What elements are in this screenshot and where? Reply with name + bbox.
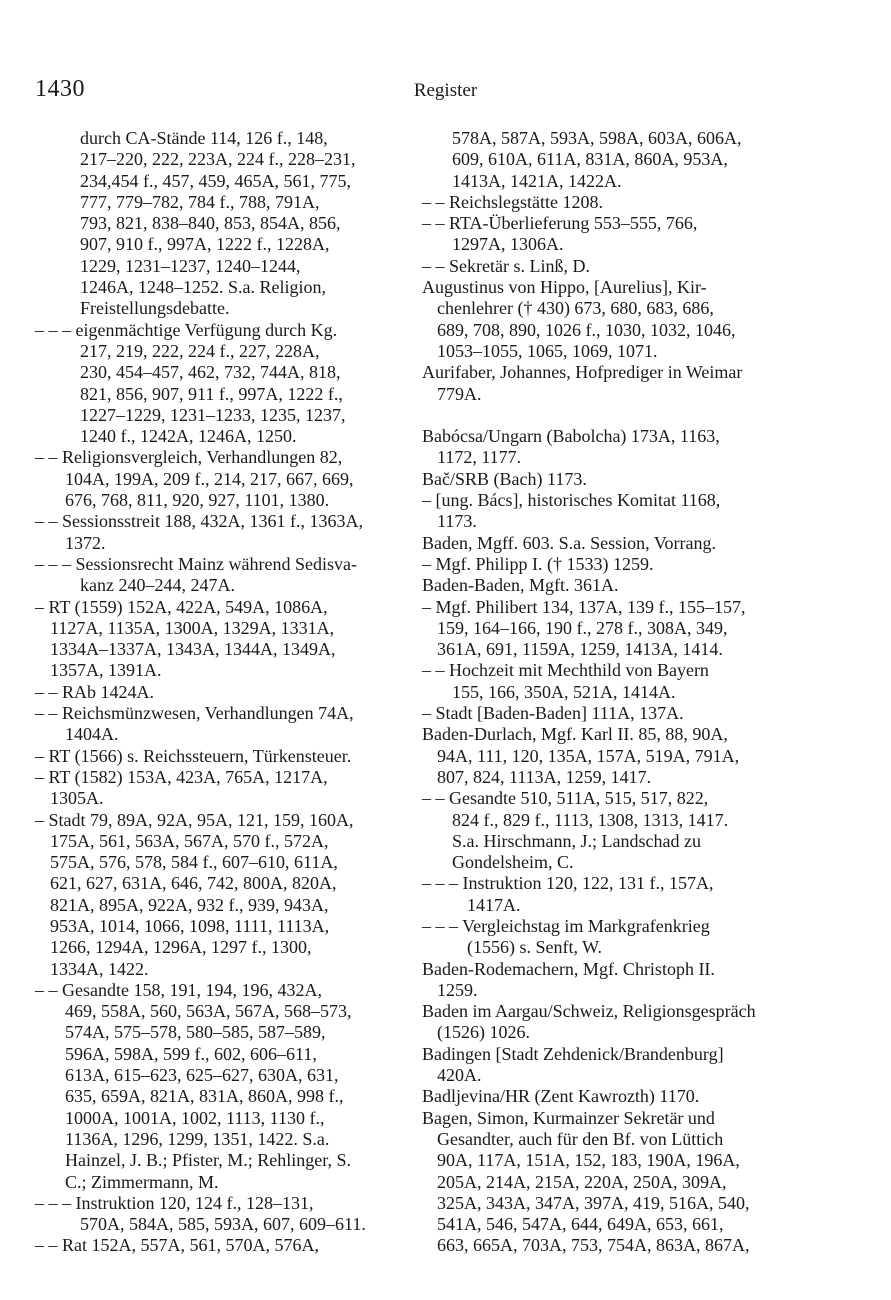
index-line: 205A, 214A, 215A, 220A, 250A, 309A, xyxy=(437,1171,727,1192)
index-line: kanz 240–244, 247A. xyxy=(80,575,235,596)
left-column xyxy=(35,128,405,1257)
running-title: Register xyxy=(413,80,478,101)
index-line: 1173. xyxy=(437,511,477,532)
index-line: 175A, 561, 563A, 567A, 570 f., 572A, xyxy=(50,830,329,851)
index-line: Gondelsheim, C. xyxy=(452,852,574,873)
index-line: – RT (1582) 153A, 423A, 765A, 1217A, xyxy=(35,766,328,787)
index-line: (1556) s. Senft, W. xyxy=(467,937,602,958)
index-line: 90A, 117A, 151A, 152, 183, 190A, 196A, xyxy=(437,1150,740,1171)
index-line: – Stadt 79, 89A, 92A, 95A, 121, 159, 160A, xyxy=(35,809,354,830)
index-line: – – Religionsvergleich, Verhandlungen 82, xyxy=(35,447,343,468)
index-line: (1526) 1026. xyxy=(437,1022,530,1043)
index-line: 1172, 1177. xyxy=(437,447,522,468)
index-line: – Stadt [Baden-Baden] 111A, 137A. xyxy=(422,703,684,724)
index-line: durch CA-Stände 114, 126 f., 148, xyxy=(80,128,328,148)
index-line: 325A, 343A, 347A, 397A, 419, 516A, 540, xyxy=(437,1192,750,1213)
index-line: 689, 708, 890, 1026 f., 1030, 1032, 1046, xyxy=(437,319,736,340)
index-line: Hainzel, J. B.; Pfister, M.; Rehlinger, S. xyxy=(65,1150,352,1171)
index-line: – – Sessionsstreit 188, 432A, 1361 f., 1363A, xyxy=(35,511,363,532)
index-line: – Mgf. Philipp I. († 1533) 1259. xyxy=(422,553,654,574)
index-line: – – – Instruktion 120, 124 f., 128–131, xyxy=(35,1192,314,1213)
page-number: 1430 xyxy=(35,76,85,102)
index-line: 570A, 584A, 585, 593A, 607, 609–611. xyxy=(80,1214,366,1235)
index-line: 777, 779–782, 784 f., 788, 791A, xyxy=(80,191,320,212)
index-line: 1000A, 1001A, 1002, 1113, 1130 f., xyxy=(65,1107,325,1128)
index-line: 1053–1055, 1065, 1069, 1071. xyxy=(437,340,658,361)
index-line: 1372. xyxy=(65,532,106,553)
index-line: – – Sekretär s. Linß, D. xyxy=(422,255,590,276)
index-line: – – Reichsmünzwesen, Verhandlungen 74A, xyxy=(35,703,354,724)
index-line: 1305A. xyxy=(50,788,104,809)
index-line: 1417A. xyxy=(467,894,521,915)
index-line: 1334A–1337A, 1343A, 1344A, 1349A, xyxy=(50,639,336,660)
index-line: – – Rat 152A, 557A, 561, 570A, 576A, xyxy=(35,1235,319,1256)
index-line: 217, 219, 222, 224 f., 227, 228A, xyxy=(80,340,320,361)
index-line: 1136A, 1296, 1299, 1351, 1422. S.a. xyxy=(65,1128,330,1149)
index-line: 1266, 1294A, 1296A, 1297 f., 1300, xyxy=(50,937,312,958)
index-line: – RT (1559) 152A, 422A, 549A, 1086A, xyxy=(35,596,328,617)
index-line: 596A, 598A, 599 f., 602, 606–611, xyxy=(65,1043,317,1064)
index-line: 613A, 615–623, 625–627, 630A, 631, xyxy=(65,1065,339,1086)
index-line: Bagen, Simon, Kurmainzer Sekretär und xyxy=(422,1107,715,1128)
index-line: – – – Instruktion 120, 122, 131 f., 157A, xyxy=(422,873,714,894)
index-line: 907, 910 f., 997A, 1222 f., 1228A, xyxy=(80,234,330,255)
index-line: 821A, 895A, 922A, 932 f., 939, 943A, xyxy=(50,894,329,915)
index-line: 1240 f., 1242A, 1246A, 1250. xyxy=(80,426,297,447)
index-line: 609, 610A, 611A, 831A, 860A, 953A, xyxy=(452,149,728,170)
index-line: – – – Vergleichstag im Markgrafenkrieg xyxy=(422,915,710,936)
index-line: 574A, 575–578, 580–585, 587–589, xyxy=(65,1022,326,1043)
index-line: 1297A, 1306A. xyxy=(452,234,564,255)
index-line: Baden-Baden, Mgft. 361A. xyxy=(422,575,619,596)
index-line: 663, 665A, 703A, 753, 754A, 863A, 867A, xyxy=(437,1235,750,1256)
index-line: 793, 821, 838–840, 853, 854A, 856, xyxy=(80,213,341,234)
index-line: Baden-Rodemachern, Mgf. Christoph II. xyxy=(422,958,715,979)
index-line: 420A. xyxy=(437,1065,482,1086)
index-line: – – Gesandte 158, 191, 194, 196, 432A, xyxy=(35,979,322,1000)
index-line: 1357A, 1391A. xyxy=(50,660,162,681)
index-line: 1259. xyxy=(437,979,478,1000)
index-line: 578A, 587A, 593A, 598A, 603A, 606A, xyxy=(452,128,742,148)
index-line: chenlehrer († 430) 673, 680, 683, 686, xyxy=(437,298,714,319)
index-line: 635, 659A, 821A, 831A, 860A, 998 f., xyxy=(65,1086,344,1107)
right-column xyxy=(422,128,792,1257)
index-line: 217–220, 222, 223A, 224 f., 228–231, xyxy=(80,149,356,170)
index-line: 824 f., 829 f., 1113, 1308, 1313, 1417. xyxy=(452,809,729,830)
index-line: 1334A, 1422. xyxy=(50,958,149,979)
index-line: 621, 627, 631A, 646, 742, 800A, 820A, xyxy=(50,873,337,894)
index-line: – [ung. Bács], historisches Komitat 1168, xyxy=(422,490,721,511)
index-line: 104A, 199A, 209 f., 214, 217, 667, 669, xyxy=(65,468,354,489)
index-line: Badljevina/HR (Zent Kawrozth) 1170. xyxy=(422,1086,700,1107)
index-line: 779A. xyxy=(437,383,482,404)
index-line: 155, 166, 350A, 521A, 1414A. xyxy=(452,681,676,702)
index-line: 94A, 111, 120, 135A, 157A, 519A, 791A, xyxy=(437,745,740,766)
index-line: – Mgf. Philibert 134, 137A, 139 f., 155–157, xyxy=(422,596,746,617)
index-line: 230, 454–457, 462, 732, 744A, 818, xyxy=(80,362,341,383)
index-line: 1246A, 1248–1252. S.a. Religion, xyxy=(80,277,326,298)
index-line: 361A, 691, 1159A, 1259, 1413A, 1414. xyxy=(437,639,723,660)
index-line: – – Gesandte 510, 511A, 515, 517, 822, xyxy=(422,788,709,809)
index-line: Freistellungsdebatte. xyxy=(80,298,230,319)
index-line: – – Hochzeit mit Mechthild von Bayern xyxy=(422,660,709,681)
index-line: 1413A, 1421A, 1422A. xyxy=(452,170,622,191)
index-line: 1127A, 1135A, 1300A, 1329A, 1331A, xyxy=(50,617,335,638)
index-line: Badingen [Stadt Zehdenick/Brandenburg] xyxy=(422,1043,724,1064)
index-line: 953A, 1014, 1066, 1098, 1111, 1113A, xyxy=(50,915,330,936)
index-line: Augustinus von Hippo, [Aurelius], Kir- xyxy=(422,277,707,298)
index-line: Gesandter, auch für den Bf. von Lüttich xyxy=(437,1128,724,1149)
index-line: 676, 768, 811, 920, 927, 1101, 1380. xyxy=(65,490,330,511)
index-line: Aurifaber, Johannes, Hofprediger in Weimar xyxy=(422,362,743,383)
index-line: 541A, 546, 547A, 644, 649A, 653, 661, xyxy=(437,1214,724,1235)
index-line: 159, 164–166, 190 f., 278 f., 308A, 349, xyxy=(437,617,728,638)
index-line: Babócsa/Ungarn (Babolcha) 173A, 1163, xyxy=(422,426,720,447)
index-line: Bač/SRB (Bach) 1173. xyxy=(422,468,587,489)
index-line xyxy=(422,405,792,426)
index-line: – – – Sessionsrecht Mainz während Sedisva- xyxy=(35,553,357,574)
index-line: Baden im Aargau/Schweiz, Religionsgespräch xyxy=(422,1001,756,1022)
index-line: S.a. Hirschmann, J.; Landschad zu xyxy=(452,830,701,851)
index-line: 1227–1229, 1231–1233, 1235, 1237, xyxy=(80,404,346,425)
index-line: 575A, 576, 578, 584 f., 607–610, 611A, xyxy=(50,852,338,873)
index-line: C.; Zimmermann, M. xyxy=(65,1171,219,1192)
index-line: – – – eigenmächtige Verfügung durch Kg. xyxy=(35,319,338,340)
index-line: 469, 558A, 560, 563A, 567A, 568–573, xyxy=(65,1001,352,1022)
index-line: 807, 824, 1113A, 1259, 1417. xyxy=(437,766,652,787)
index-line: Baden, Mgff. 603. S.a. Session, Vorrang. xyxy=(422,532,716,553)
index-line: – – RAb 1424A. xyxy=(35,681,155,702)
index-line: 1404A. xyxy=(65,724,119,745)
index-line: – RT (1566) s. Reichssteuern, Türkensteuer. xyxy=(35,745,352,766)
index-line: 821, 856, 907, 911 f., 997A, 1222 f., xyxy=(80,383,343,404)
index-line: 1229, 1231–1237, 1240–1244, xyxy=(80,255,301,276)
index-line: Baden-Durlach, Mgf. Karl II. 85, 88, 90A, xyxy=(422,724,728,745)
index-line: – – RTA-Überlieferung 553–555, 766, xyxy=(422,213,698,234)
index-line: – – Reichslegstätte 1208. xyxy=(422,191,603,212)
index-line: 234,454 f., 457, 459, 465A, 561, 775, xyxy=(80,170,351,191)
